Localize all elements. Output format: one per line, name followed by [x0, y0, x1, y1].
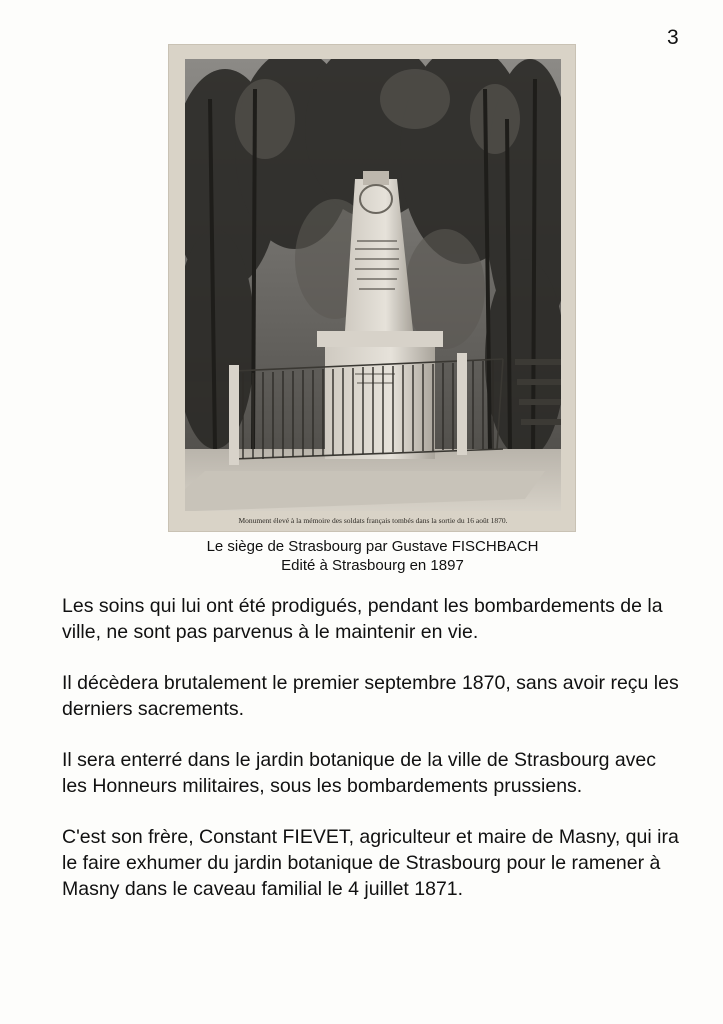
monument-photo-illustration: [185, 59, 561, 511]
paragraph: Il décèdera brutalement le premier septembre 1870, sans avoir reçu les derniers sacrements.: [62, 672, 679, 720]
caption-line-1: Le siège de Strasbourg par Gustave FISCHBACH: [206, 538, 539, 555]
photo-print-caption: Monument élevé à la mémoire des soldats français tombés dans la sortie du 16 août 1870.: [238, 516, 508, 525]
paragraph: Il sera enterré dans le jardin botanique de la ville de Strasbourg avec les Honneurs militaires, sous les bombardements prussiens.: [62, 749, 657, 797]
paragraph: C'est son frère, Constant FIEVET, agriculteur et maire de Masny, qui ira le faire exhumer du jardin botanique de Strasbourg pour le ramener à Masny dans le caveau familial le 4 juillet 1871.: [62, 826, 679, 900]
monument-photo: [168, 44, 576, 532]
page-number: 3: [667, 26, 679, 49]
figure-caption: [150, 537, 595, 575]
paragraph: Les soins qui lui ont été prodigués, pendant les bombardements de la ville, ne sont pas parvenus à le maintenir en vie.: [62, 595, 663, 643]
body-text: [62, 593, 682, 927]
caption-line-2: Edité à Strasbourg en 1897: [281, 557, 464, 574]
